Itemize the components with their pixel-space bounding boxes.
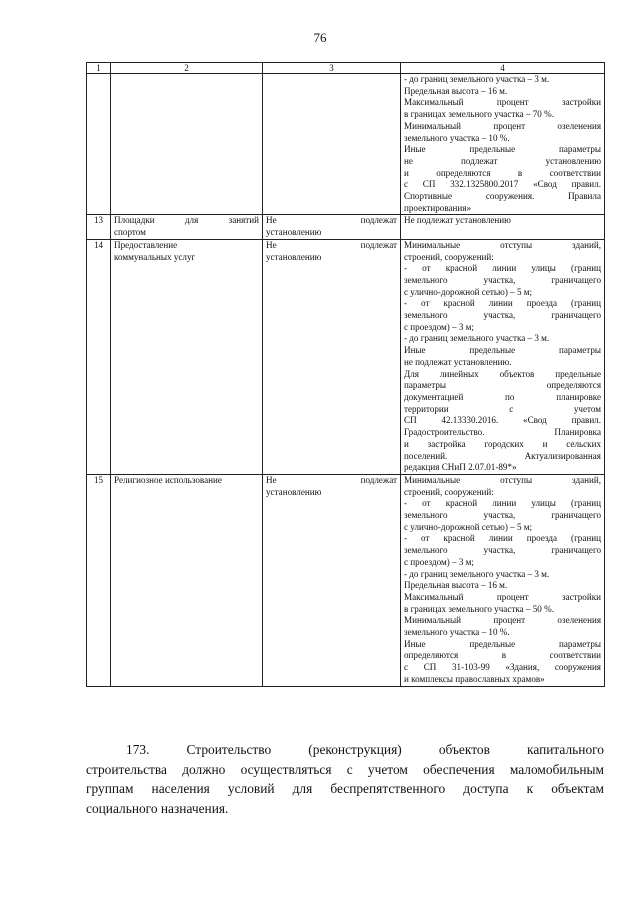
paragraph-line: строительства должно осуществляться с учетом обеспечения маломобильным <box>86 761 604 777</box>
cell-line: документацией по планировке <box>404 391 601 402</box>
cell-line: Предоставление <box>114 239 178 250</box>
table-row <box>87 215 605 239</box>
cell-line: с улично-дорожной сетью) – 5 м; <box>404 286 533 297</box>
cell-line: установлению <box>266 251 322 262</box>
cell-line: поселений. Актуализированная <box>404 450 601 461</box>
cell-line: и комплексы православных храмов» <box>404 673 545 684</box>
table-header-row <box>87 63 605 74</box>
paragraph-line: 173. Строительство (реконструкция) объектов капитального <box>126 742 604 757</box>
cell-line: с СП 332.1325800.2017 «Свод правил. <box>404 179 601 190</box>
header-cell-1: 1 <box>87 63 111 74</box>
cell-line: Не подлежат <box>266 239 397 250</box>
cell-line: не подлежат установлению. <box>404 356 512 367</box>
limits-cell <box>263 239 401 474</box>
cell-line: Минимальный процент озеленения <box>404 615 601 626</box>
cell-line: и определяются в соответствии <box>404 167 601 178</box>
cell-line: Не подлежат установлению <box>404 215 511 226</box>
table-row <box>87 474 605 686</box>
parameters-cell <box>401 239 605 474</box>
cell-line: не подлежат установлению <box>404 155 601 166</box>
cell-line: - до границ земельного участка – 3 м. <box>404 333 550 344</box>
cell-line: коммунальных услуг <box>114 251 196 262</box>
cell-line: земельного участка, граничащего <box>404 310 601 321</box>
table-row <box>87 74 605 215</box>
cell-line: с СП 31-103-99 «Здания, сооружения <box>404 662 601 673</box>
cell-line: - до границ земельного участка – 3 м. <box>404 74 550 84</box>
limits-cell <box>263 215 401 239</box>
limits-cell <box>263 474 401 686</box>
cell-line: Градостроительство. Планировка <box>404 427 601 438</box>
cell-line: Предельная высота – 16 м. <box>404 580 508 591</box>
cell-line: строений, сооружений: <box>404 486 494 497</box>
cell-line: Площадки для занятий <box>114 215 259 226</box>
page-number: 76 <box>313 30 327 45</box>
cell-line: Минимальные отступы зданий, <box>404 474 601 485</box>
parameters-cell <box>401 215 605 239</box>
cell-line: редакция СНиП 2.07.01-89*» <box>404 462 517 473</box>
cell-line: установлению <box>266 486 322 497</box>
table-body <box>87 63 605 687</box>
cell-line: Религиозное использование <box>114 474 222 485</box>
cell-line: в границах земельного участка – 50 %. <box>404 603 554 614</box>
cell-line: земельного участка, граничащего <box>404 510 601 521</box>
row-number-cell: 15 <box>87 474 111 686</box>
table-row <box>87 239 605 474</box>
use-name-cell <box>111 74 263 215</box>
cell-line: Минимальные отступы зданий, <box>404 239 601 250</box>
row-number-cell: 13 <box>87 215 111 239</box>
row-number-cell <box>87 74 111 215</box>
header-cell-2: 2 <box>111 63 263 74</box>
cell-line: земельного участка – 10 %. <box>404 627 510 638</box>
cell-line: - от красной линии улицы (границ <box>404 263 601 274</box>
cell-line: земельного участка – 10 %. <box>404 132 510 143</box>
cell-line: спортом <box>114 227 146 238</box>
cell-line: Для линейных объектов предельные <box>404 368 601 379</box>
cell-line: в границах земельного участка – 70 %. <box>404 109 554 120</box>
header-cell-3: 3 <box>263 63 401 74</box>
cell-line: проектирования» <box>404 202 472 213</box>
use-name-cell <box>111 474 263 686</box>
cell-line: Спортивные сооружения. Правила <box>404 191 601 202</box>
cell-line: Минимальный процент озеленения <box>404 120 601 131</box>
cell-line: определяются в соответствии <box>404 650 601 661</box>
cell-line: Иные предельные параметры <box>404 144 601 155</box>
use-name-cell <box>111 215 263 239</box>
cell-line: Не подлежат <box>266 474 397 485</box>
paragraph-173 <box>86 740 604 818</box>
paragraph-line: социального назначения. <box>86 800 229 816</box>
cell-line: - от красной линии проезда (границ <box>404 533 601 544</box>
cell-line: СП 42.13330.2016. «Свод правил. <box>404 415 601 426</box>
cell-line: с проездом) – 3 м; <box>404 556 474 567</box>
cell-line: и застройка городских и сельских <box>404 438 601 449</box>
cell-line: с проездом) – 3 м; <box>404 321 474 332</box>
cell-line: территории с учетом <box>404 403 601 414</box>
cell-line: с улично-дорожной сетью) – 5 м; <box>404 521 533 532</box>
cell-line: земельного участка, граничащего <box>404 274 601 285</box>
row-number-cell: 14 <box>87 239 111 474</box>
cell-line: Предельная высота – 16 м. <box>404 85 508 96</box>
parameters-cell <box>401 74 605 215</box>
cell-line: Иные предельные параметры <box>404 345 601 356</box>
cell-line: - от красной линии улицы (границ <box>404 498 601 509</box>
regulations-table <box>86 62 605 687</box>
cell-line: - до границ земельного участка – 3 м. <box>404 568 550 579</box>
cell-line: параметры определяются <box>404 380 601 391</box>
cell-line: Максимальный процент застройки <box>404 97 601 108</box>
header-cell-4: 4 <box>401 63 605 74</box>
cell-line: Иные предельные параметры <box>404 638 601 649</box>
cell-line: Максимальный процент застройки <box>404 591 601 602</box>
parameters-cell <box>401 474 605 686</box>
cell-line: Не подлежат <box>266 215 397 226</box>
cell-line: земельного участка, граничащего <box>404 545 601 556</box>
limits-cell <box>263 74 401 215</box>
use-name-cell <box>111 239 263 474</box>
paragraph-line: группам населения условий для беспрепятственного доступа к объектам <box>86 781 604 796</box>
cell-line: - от красной линии проезда (границ <box>404 298 601 309</box>
cell-line: установлению <box>266 227 322 238</box>
cell-line: строений, сооружений: <box>404 251 494 262</box>
